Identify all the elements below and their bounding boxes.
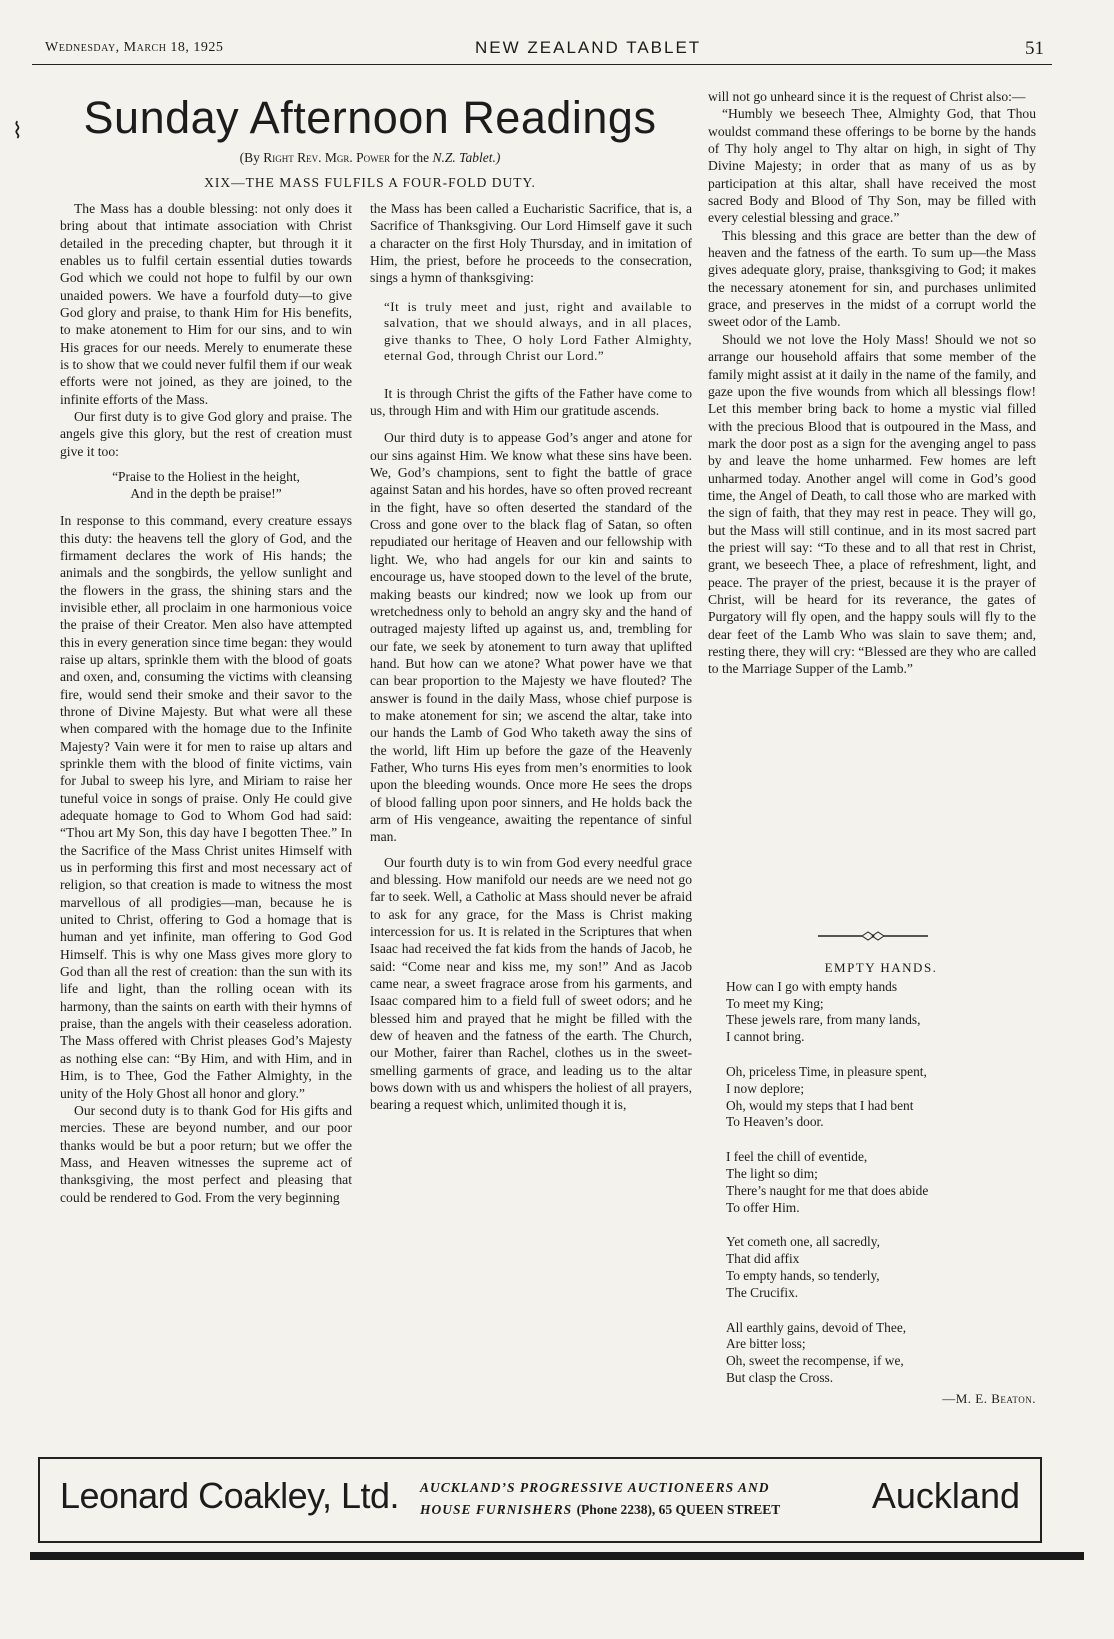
page-header [45,36,1044,64]
poem-line: Oh, would my steps that I had bent [726,1097,914,1113]
paragraph: Our third duty is to appease God’s anger and atone for our sins against Him. We know what these sins have been. We, God’s champions, sent to fight the battle of grace against Satan and his hordes, have so often proved recreant in the fight, have so often deserted the standard of the Cross and gone over to the black flag of Satan, so often repudiated our heritage of Heaven and our fellowship with light. We, who had angels for our kin and saints to encourage us, have stooped down to the level of the brute, making beasts our kindred; now we look up from our wretchedness only to behold an angry sky and the hand of outraged majesty lifted up against us, and, trembling for our fate, we seek by atonement to turn away that uplifted hand. But how can we atone? What power have we that can bear proportion to the Majesty we have flouted? The answer is found in the daily Mass, whose chief purpose is to make atonement for sin; we ascend the altar, take into our hands the Lamb of God Who taketh away the sins of the world, lift Him up before the gaze of the Heavenly Father, Who turns His eyes from men’s enormities to look upon the bleeding wounds. Once more He sees the drops of blood falling upon poor sinners, and He holds back the arm of His vengeance, awaiting the repentance of sinful man. [370,430,692,845]
quote-line: And in the depth be praise!” [130,486,282,502]
paragraph: Should we not love the Holy Mass! Should we not so arrange our household affairs that some member of the family might assist at it daily in the name of the family, and gaze upon the five wounds from which all blessings flow! Let this member bring back to home a mystic vial filled with the precious Blood that is outpoured in the Mass, and mark the door post as a sign for the avenging angel to pass by and leave the home unharmed. Few homes are left unharmed today. Another angel will come in God’s good time, the Angel of Death, to call those who are marked with the sign of faith, that they may rest in peace. They will go, but the Mass will still continue, and in its most sacred part the priest will say: “To these and to all that rest in Christ, grant, we beseech Thee, a place of refreshment, light, and peace. The prayer of the priest, because it is the prayer of Christ, will be heard for its reverance, the gates of Purgatory will fly open, and the happy souls will fly to the dear feet of the Lamb Who was slain to save them; and, resting there, they will cry: “Blessed are they who are called to the Marriage Supper of the Lamb.” [708,331,1037,677]
page-number: 51 [1025,38,1044,59]
poem-line: To offer Him. [726,1199,800,1215]
section-ornament [818,930,928,942]
poem-line: Are bitter loss; [726,1336,806,1352]
advert-line-part: HOUSE FURNISHERS [420,1502,573,1517]
byline-publication: N.Z. Tablet.) [432,150,501,165]
paragraph: In response to this command, every creature essays this duty: the heavens tell the glory of God, and the firmament declares the work of His hands; the animals and the songbirds, the yellow sunlight and the flowers in the grass, the shining stars and the invisible ether, all proclaim in one harmonious voice the praise of their Creator. Men also have attempted this in every generation since time began: they would raise up altars, sprinkle them with the blood of goats and oxen, and, consuming the victims with cleansing fire, would send their smoke and their savor to the throne of Divine Majesty. But what were all these when compared with the homage due to the Infinite Majesty? Vain were it for men to raise up altars and sprinkle them with the blood of finite victims, vain for Jubal to sweep his lyre, and Miriam to raise her tuneful voice in songs of praise. Only He could give adequate homage to God to Whom God had said: “Thou art My Son, this day have I begotten Thee.” In the Sacrifice of the Mass Christ unites Himself with us in performing this first and most necessary act of religion, so that creation is made to witness the most marvellous of all prodigies—man, because he is united to Christ, offering to God a homage that is human and yet infinite, man offering to God God Himself. This is why one Mass gives more glory to God than all the rest of creation: than the sun with its life and light, than the rolling ocean with its harmony, than the saints on earth with their hymns of praise, than the angels with their ceaseless adoration. The Mass offered with Christ pleases God’s Majesty as nothing else can: “By Him, and with Him, and in Him, is to Thee, God the Father Almighty, in the unity of the Holy Ghost all honor and glory.” [60,513,352,1101]
paragraph: Our second duty is to thank God for His gifts and mercies. These are beyond number, and our poor thanks would be but a poor return; but we offer the Mass, and Heaven witnesses the supreme act of thanksgiving, the most perfect and pleasing that could be rendered to God. From the very beginning [60,1102,352,1205]
poem-stanza [726,1064,1036,1131]
poem-line: All earthly gains, devoid of Thee, [726,1319,907,1335]
poem-line: I feel the chill of eventide, [726,1149,868,1165]
article-byline [60,150,680,166]
quote-line: “Praise to the Holiest in the height, [112,469,300,485]
poem-line: To meet my King; [726,995,824,1011]
poem-line: How can I go with empty hands [726,978,898,994]
poem-line: The light so dim; [726,1165,818,1181]
poem-line: Yet cometh one, all sacredly, [726,1234,880,1250]
hymn-quote [60,468,352,502]
advert-address: (Phone 2238), 65 QUEEN STREET [576,1502,781,1517]
paragraph: Our fourth duty is to win from God every needful grace and blessing. How manifold our needs are we need not go far to seek. Well, a Catholic at Mass should never be afraid to ask for any grace, for the Mass is Christ making intercession for us. It is related in the Scriptures that when Isaac had received the fat kids from the hands of Jacob, he said: “Come near and kiss me, my son!” And as Jacob came near, a sweet fragrace arose from his garments, and Isaac compared him to a field full of sweet odors; and he blessed him and prayed that he might be filled with the dew of heaven and the fatness of the earth. The Church, our Mother, fairer than Rachel, clothes us in the sweet-smelling garments of grace, and leading us to the altar bows down with us and whispers the holiest of all prayers, bearing a request which, unlimited though it is, [370,854,692,1113]
poem [726,960,1036,1408]
advert-line: AUCKLAND’S PROGRESSIVE AUCTIONEERS AND [420,1480,770,1495]
paragraph: It is through Christ the gifts of the Father have come to us, through Him and with Him our gratitude ascends. [370,385,692,419]
poem-line: To Heaven’s door. [726,1114,824,1130]
advert-tagline [420,1477,890,1521]
preface-quote: “It is truly meet and just, right and available to salvation, that we should always, and in all places, give thanks to Thee, O holy Lord Father Almighty, eternal God, through Christ our Lord.” [384,298,692,364]
paragraph: “Humbly we beseech Thee, Almighty God, that Thou wouldst command these offerings to be borne by the hands of Thy holy angel to Thy altar on high, in sight of Thy Divine Majesty; in order that as many of us as by participation at this altar, shall have received the most sacred Body and Blood of Thy Son, may be filled with every celestial blessing and grace.” [708,106,1036,226]
poem-line: To empty hands, so tenderly, [726,1267,880,1283]
publication-name: NEW ZEALAND TABLET [475,38,702,57]
paragraph: This blessing and this grace are better than the dew of heaven and the fatness of the earth. To sum up—the Mass gives adequate glory, praise, thanksgiving to God; it makes the necessary atonement for sin, and purchases unlimited grace, and preserves in the midst of a corrupt world the sweet odor of the Lamb. [708,227,1036,330]
poem-title: EMPTY HANDS. [824,960,938,975]
byline-mid: for the [393,150,430,165]
column-1 [60,200,352,1206]
poem-line: There’s naught for me that does abide [726,1182,929,1198]
column-2 [370,200,692,1114]
poem-line: That did affix [726,1251,800,1267]
poem-author: —M. E. Beaton. [942,1390,1036,1406]
paragraph: The Mass has a double blessing: not only does it bring about that intimate association with Christ detailed in the preceding chapter, but through it it enables us to fulfil certain essential duties towards God which we could not hope to fulfil by our own unaided powers. We have a fourfold duty—to give God glory and praise, to thank Him for His benefits, to make atonement to Him for our sins, and to win His graces for our needs. Merely to enumerate these is to show that we could never fulfil them if our weak efforts were not joined, as they are joined, to the infinite efforts of the Mass. [60,201,352,407]
poem-line: Oh, priceless Time, in pleasure spent, [726,1063,927,1079]
article-subhead: XIX—THE MASS FULFILS A FOUR-FOLD DUTY. [204,175,536,190]
column-3 [708,88,1036,678]
paragraph: Our first duty is to give God glory and praise. The angels give this glory, but the rest of creation must give it too: [60,409,352,459]
poem-line: The Crucifix. [726,1284,799,1300]
advert-line [420,1499,890,1521]
poem-stanza [726,1149,1036,1216]
advertiser-name: Leonard Coakley, Ltd. [60,1475,400,1516]
poem-line: But clasp the Cross. [726,1369,834,1385]
poem-stanza [726,979,1036,1046]
paragraph: will not go unheard since it is the request of Christ also:— [708,89,1026,104]
footer-rule [30,1552,1084,1560]
header-rule [32,64,1052,65]
issue-date: Wednesday, March 18, 1925 [45,40,224,55]
poem-line: These jewels rare, from many lands, [726,1012,921,1028]
advertiser-city: Auckland [871,1475,1020,1516]
margin-mark: ⌇ [12,118,23,143]
byline-prefix: (By [239,150,260,165]
article-title: Sunday Afternoon Readings [83,92,657,143]
byline-author: Right Rev. Mgr. Power [263,150,391,165]
advertisement [38,1457,1042,1543]
poem-stanza [726,1234,1036,1301]
poem-line: I cannot bring. [726,1029,805,1045]
poem-stanza [726,1320,1036,1387]
poem-line: I now deplore; [726,1080,805,1096]
poem-line: Oh, sweet the recompense, if we, [726,1353,904,1369]
paragraph: the Mass has been called a Eucharistic Sacrifice, that is, a Sacrifice of Thanksgiving. Our Lord Himself gave it such a character on the first Holy Thursday, and in imitation of Him, the priest, before he proceeds to the consecration, sings a hymn of thanksgiving: [370,201,692,286]
